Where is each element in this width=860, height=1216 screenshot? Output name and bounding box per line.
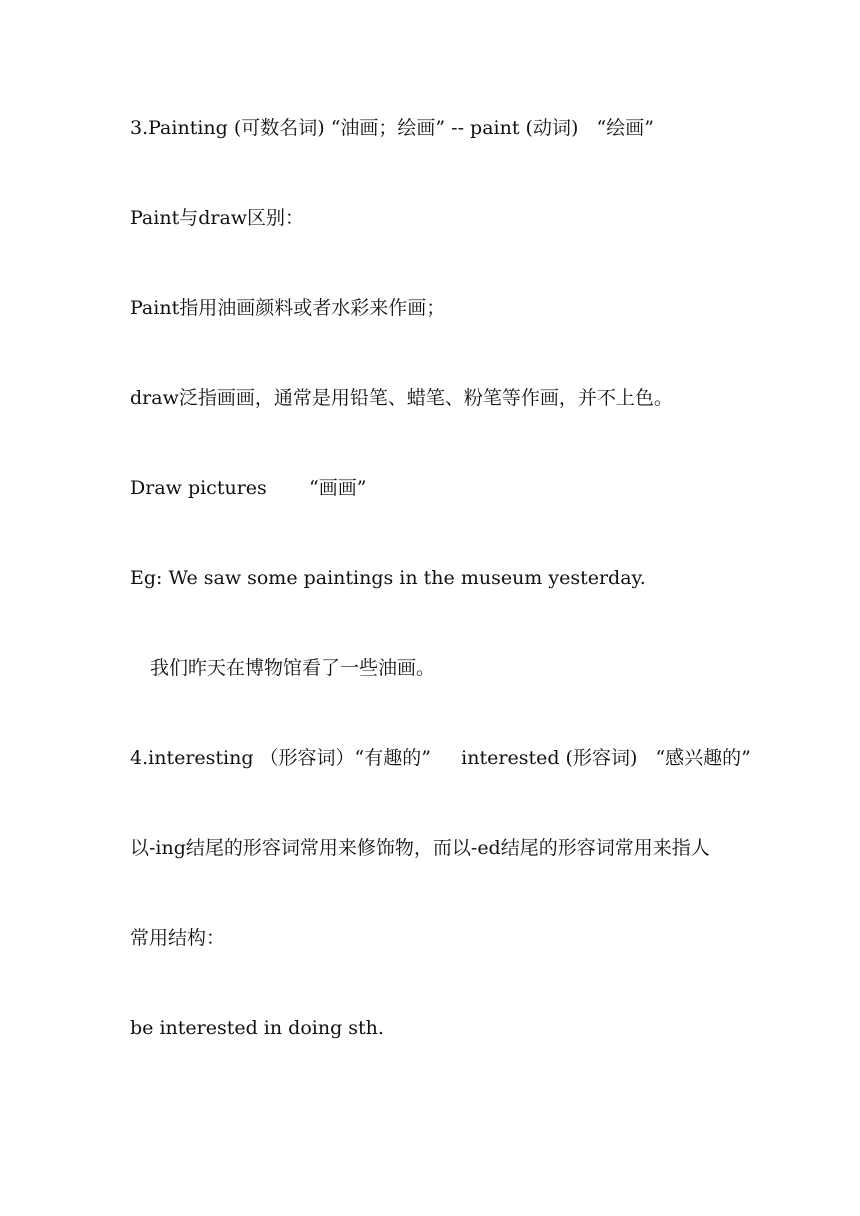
- text-paint-definition: Paint指用油画颜料或者水彩来作画；: [130, 297, 446, 319]
- example-sentence: Eg: We saw some paintings in the museum yesterday.: [130, 567, 646, 589]
- heading-interesting: 4.interesting （形容词）“有趣的” interested (形容词) “感兴趣的”: [130, 747, 751, 769]
- text-draw-pictures: Draw pictures “画画”: [130, 477, 367, 499]
- heading-painting: 3.Painting (可数名词) “油画；绘画” -- paint (动词) “绘画”: [130, 117, 654, 139]
- subheading-paint-vs-draw: Paint与draw区别：: [130, 207, 305, 229]
- text-ing-ed-rule: 以-ing结尾的形容词常用来修饰物，而以-ed结尾的形容词常用来指人: [130, 837, 710, 859]
- example-translation: 我们昨天在博物馆看了一些油画。: [150, 657, 436, 679]
- subheading-common-structure: 常用结构：: [130, 927, 226, 949]
- text-structure-example: be interested in doing sth.: [130, 1017, 384, 1039]
- text-draw-definition: draw泛指画画，通常是用铅笔、蜡笔、粉笔等作画，并不上色。: [130, 387, 673, 409]
